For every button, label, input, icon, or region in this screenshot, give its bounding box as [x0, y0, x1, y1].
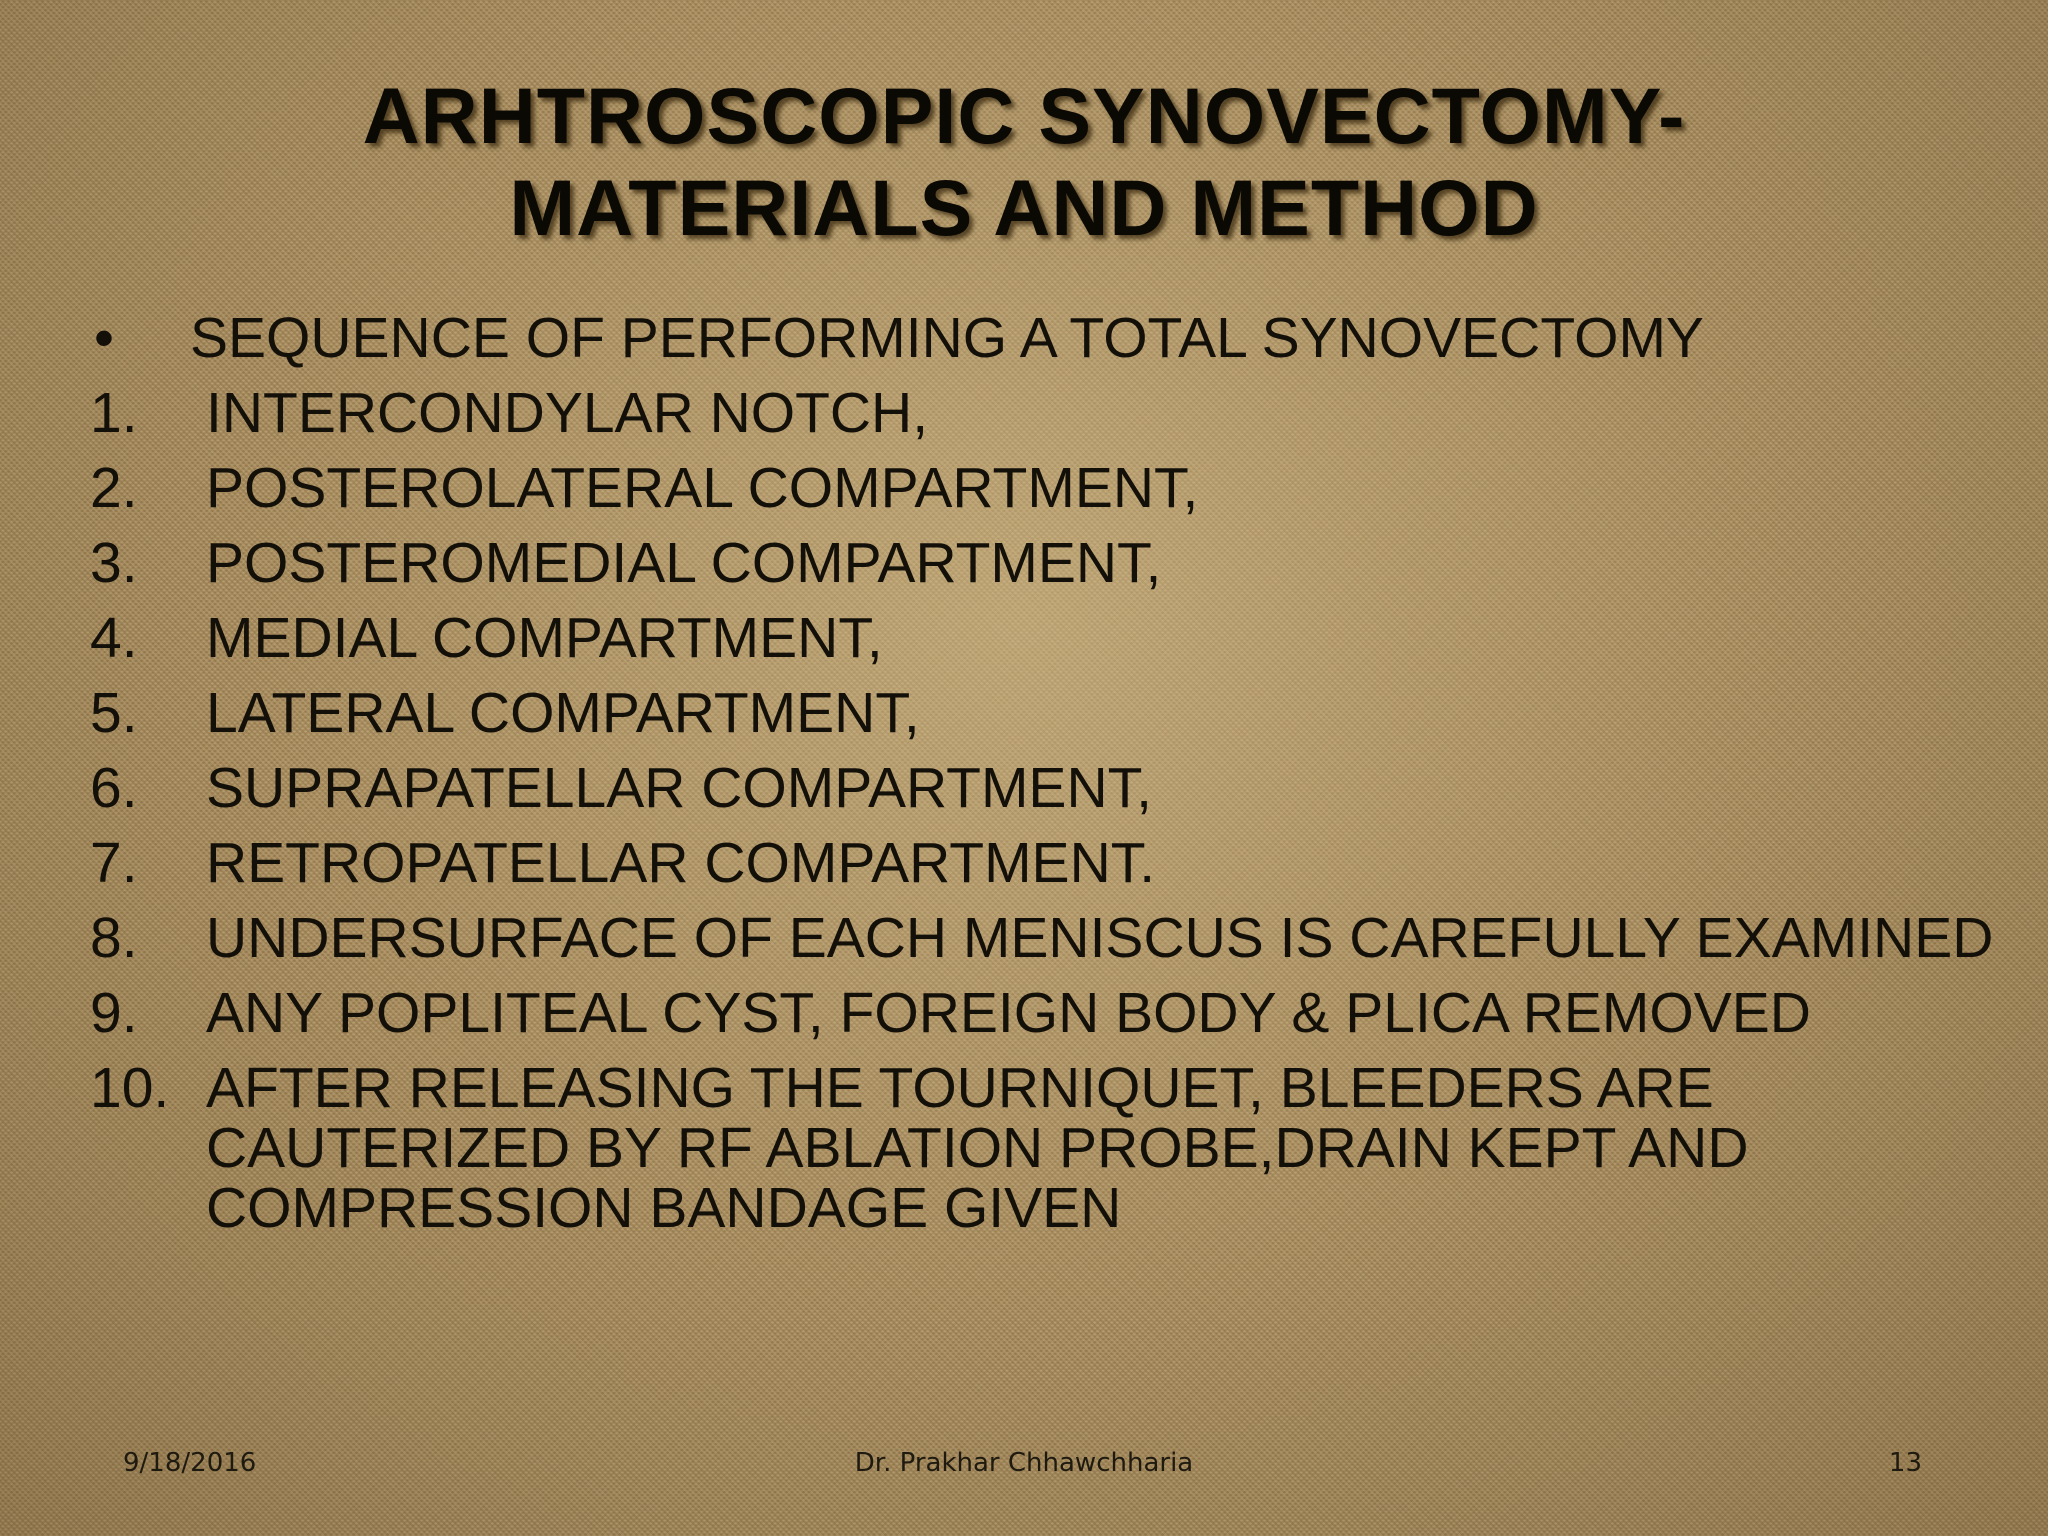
list-number: 7. — [90, 831, 138, 895]
list-text: SUPRAPATELLAR COMPARTMENT, — [206, 756, 1152, 820]
list-item — [90, 533, 2010, 593]
list-item — [90, 1058, 2010, 1238]
list-item — [90, 383, 2010, 443]
list-text: POSTEROLATERAL COMPARTMENT, — [206, 456, 1199, 520]
list-text: ANY POPLITEAL CYST, FOREIGN BODY & PLICA REMOVED — [206, 981, 1811, 1045]
list-text: AFTER RELEASING THE TOURNIQUET, BLEEDERS ARE CAUTERIZED BY RF ABLATION PROBE,DRAIN KEPT AND COMPRESSION BANDAGE GIVEN — [206, 1056, 1749, 1240]
list-text: INTERCONDYLAR NOTCH, — [206, 381, 929, 445]
list-item — [90, 458, 2010, 518]
list-item — [90, 758, 2010, 818]
list-text: POSTEROMEDIAL COMPARTMENT, — [206, 531, 1162, 595]
list-number: 2. — [90, 456, 138, 520]
list-number: 5. — [90, 681, 138, 745]
slide-content — [90, 308, 2010, 1253]
bullet-marker: • — [94, 306, 114, 370]
title-line-2: MATERIALS AND METHOD — [509, 163, 1539, 252]
list-text: MEDIAL COMPARTMENT, — [206, 606, 883, 670]
list-item — [90, 683, 2010, 743]
list-item — [90, 983, 2010, 1043]
list-text: UNDERSURFACE OF EACH MENISCUS IS CAREFULLY EXAMINED — [206, 906, 1994, 970]
list-number: 4. — [90, 606, 138, 670]
list-text: RETROPATELLAR COMPARTMENT. — [206, 831, 1156, 895]
bullet-text: SEQUENCE OF PERFORMING A TOTAL SYNOVECTOMY — [190, 306, 1704, 370]
list-text: LATERAL COMPARTMENT, — [206, 681, 920, 745]
title-line-1: ARHTROSCOPIC SYNOVECTOMY- — [362, 71, 1686, 160]
list-item — [90, 608, 2010, 668]
list-number: 3. — [90, 531, 138, 595]
footer-page-number: 13 — [1888, 1448, 1922, 1478]
slide-title — [0, 70, 2048, 254]
list-item — [90, 908, 2010, 968]
footer-author: Dr. Prakhar Chhawchharia — [854, 1448, 1194, 1478]
list-number: 1. — [90, 381, 138, 445]
list-number: 9. — [90, 981, 138, 1045]
list-number: 6. — [90, 756, 138, 820]
footer-date: 9/18/2016 — [123, 1448, 257, 1478]
bullet-item — [90, 308, 2010, 368]
list-number: 8. — [90, 906, 138, 970]
list-item — [90, 833, 2010, 893]
list-number: 10. — [90, 1056, 170, 1120]
